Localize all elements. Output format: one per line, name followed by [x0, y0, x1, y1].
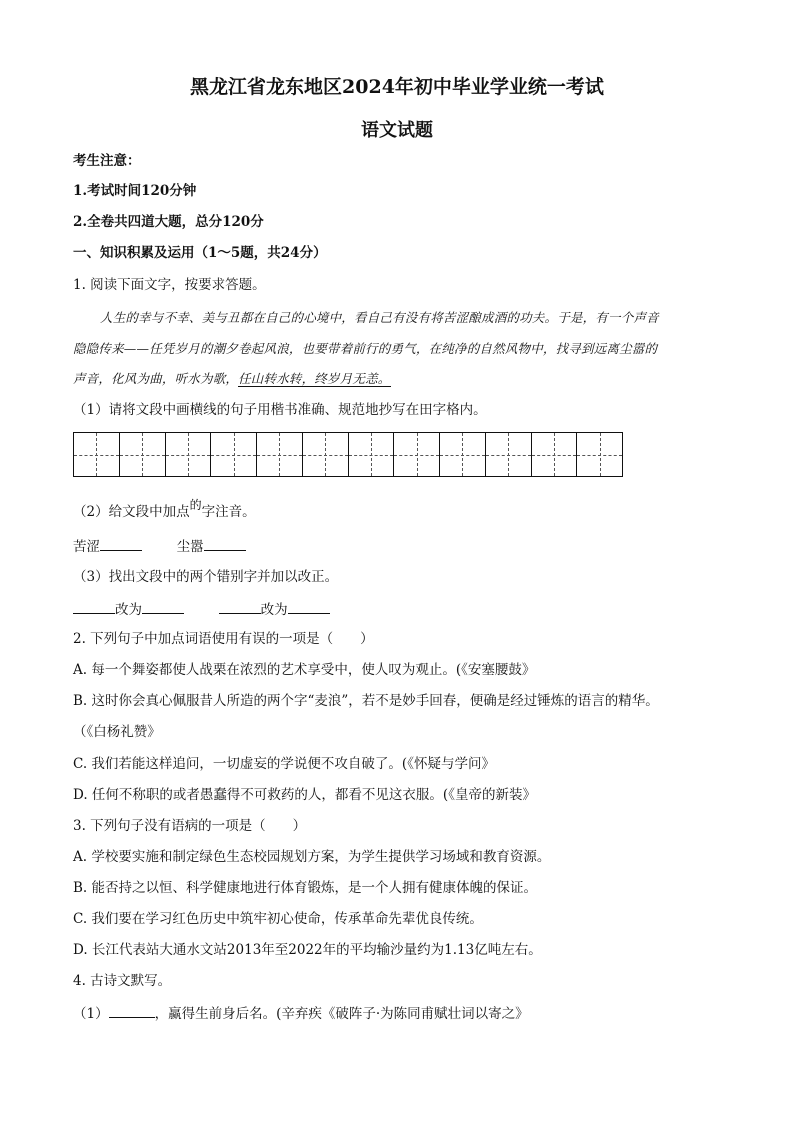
notice-heading: 考生注意：: [73, 153, 141, 169]
passage-line-1: 人生的幸与不幸、美与丑都在自己的心境中，看自己有没有将苦涩酿成酒的功夫。于是，有一个声音: [100, 310, 659, 325]
question-2-option-a[interactable]: A. 每一个舞姿都使人战栗在浓烈的艺术享受中，使人叹为观止。(《安塞腰鼓》: [73, 662, 536, 678]
question-4-stem: 4. 古诗文默写。: [73, 973, 172, 989]
passage-line-3: [73, 370, 391, 388]
pinyin-answers: [73, 536, 246, 556]
word-1: 苦涩: [73, 539, 100, 555]
question-3-option-c[interactable]: C. 我们要在学习红色历史中筑牢初心使命，传承革命先辈优良传统。: [73, 911, 483, 927]
grid-cell[interactable]: [120, 433, 166, 476]
correct-label-2: 改为: [260, 602, 288, 618]
question-2-option-b-cont: （《白杨礼赞》: [73, 724, 161, 740]
grid-cell[interactable]: [166, 433, 212, 476]
sub-2-text-a: （2）给文段中加点: [73, 504, 190, 520]
right-char-blank-2[interactable]: [288, 599, 330, 614]
grid-cell[interactable]: [440, 433, 486, 476]
underlined-sentence: 任山转水转，终岁月无恙。: [238, 371, 391, 386]
section-1-heading: 一、知识积累及运用（1～5题，共24分）: [73, 245, 327, 261]
poem-blank[interactable]: [109, 1003, 155, 1018]
question-3-option-a[interactable]: A. 学校要实施和制定绿色生态校园规划方案，为学生提供学习场域和教育资源。: [73, 849, 551, 865]
question-2-option-d[interactable]: D. 任何不称职的或者愚蠢得不可救药的人，都看不见这衣服。(《皇帝的新装》: [73, 787, 536, 803]
passage-line-2: 隐隐传来——任凭岁月的潮夕卷起风浪，也要带着前行的勇气，在纯净的自然风物中，找寻到远离尘嚣的: [73, 341, 658, 356]
question-2-option-c[interactable]: C. 我们若能这样追问，一切虚妄的学说便不攻自破了。(《怀疑与学问》: [73, 756, 495, 772]
grid-cell[interactable]: [211, 433, 257, 476]
grid-cell[interactable]: [74, 433, 120, 476]
sub-2-superscript: 的: [189, 498, 202, 512]
correction-answers: [73, 599, 330, 619]
passage-line-3-text: 声音，化风为曲，听水为歌，: [73, 371, 239, 386]
grid-cell[interactable]: [577, 433, 622, 476]
tianzige-writing-grid[interactable]: [73, 432, 623, 477]
exam-title: 黑龙江省龙东地区2024年初中毕业学业统一考试: [190, 76, 604, 98]
question-1-sub-1: （1）请将文段中画横线的句子用楷书准确、规范地抄写在田字格内。: [73, 402, 487, 418]
correct-label-1: 改为: [115, 602, 142, 618]
question-1-stem: 1. 阅读下面文字，按要求答题。: [73, 277, 266, 293]
sub-2-text-b: 字注音。: [201, 504, 256, 520]
exam-subtitle: 语文试题: [361, 120, 433, 141]
grid-cell[interactable]: [349, 433, 395, 476]
word-2-blank[interactable]: [204, 536, 246, 551]
wrong-char-blank-1[interactable]: [73, 599, 115, 614]
question-3-stem: 3. 下列句子没有语病的一项是（ ）: [73, 818, 307, 834]
question-3-option-b[interactable]: B. 能否持之以恒、科学健康地进行体育锻炼，是一个人拥有健康体魄的保证。: [73, 880, 538, 896]
grid-cell[interactable]: [303, 433, 349, 476]
question-2-stem: 2. 下列句子中加点词语使用有误的一项是（ ）: [73, 631, 374, 647]
grid-cell[interactable]: [394, 433, 440, 476]
sub-1-text: ，赢得生前身后名。(辛弃疾《破阵子·为陈同甫赋壮词以寄之》: [154, 1006, 529, 1022]
question-4-sub-1: [73, 1003, 529, 1023]
grid-cell[interactable]: [486, 433, 532, 476]
word-2: 尘嚣: [176, 539, 204, 555]
wrong-char-blank-2[interactable]: [219, 599, 261, 614]
question-2-option-b[interactable]: B. 这时你会真心佩服昔人所造的两个字“麦浪”，若不是妙手回春，便确是经过锤炼的语言的精华。: [73, 693, 659, 709]
question-1-sub-3: （3）找出文段中的两个错别字并加以改正。: [73, 569, 339, 585]
grid-cell[interactable]: [532, 433, 578, 476]
notice-item-1: 1.考试时间120分钟: [73, 183, 197, 199]
grid-cell[interactable]: [257, 433, 303, 476]
sub-1-label: （1）: [73, 1006, 109, 1022]
question-1-sub-2: [73, 498, 256, 521]
word-1-blank[interactable]: [100, 536, 142, 551]
question-3-option-d[interactable]: D. 长江代表站大通水文站2013年至2022年的平均输沙量约为1.13亿吨左右。: [73, 942, 542, 958]
right-char-blank-1[interactable]: [142, 599, 184, 614]
notice-item-2: 2.全卷共四道大题，总分120分: [73, 214, 264, 230]
